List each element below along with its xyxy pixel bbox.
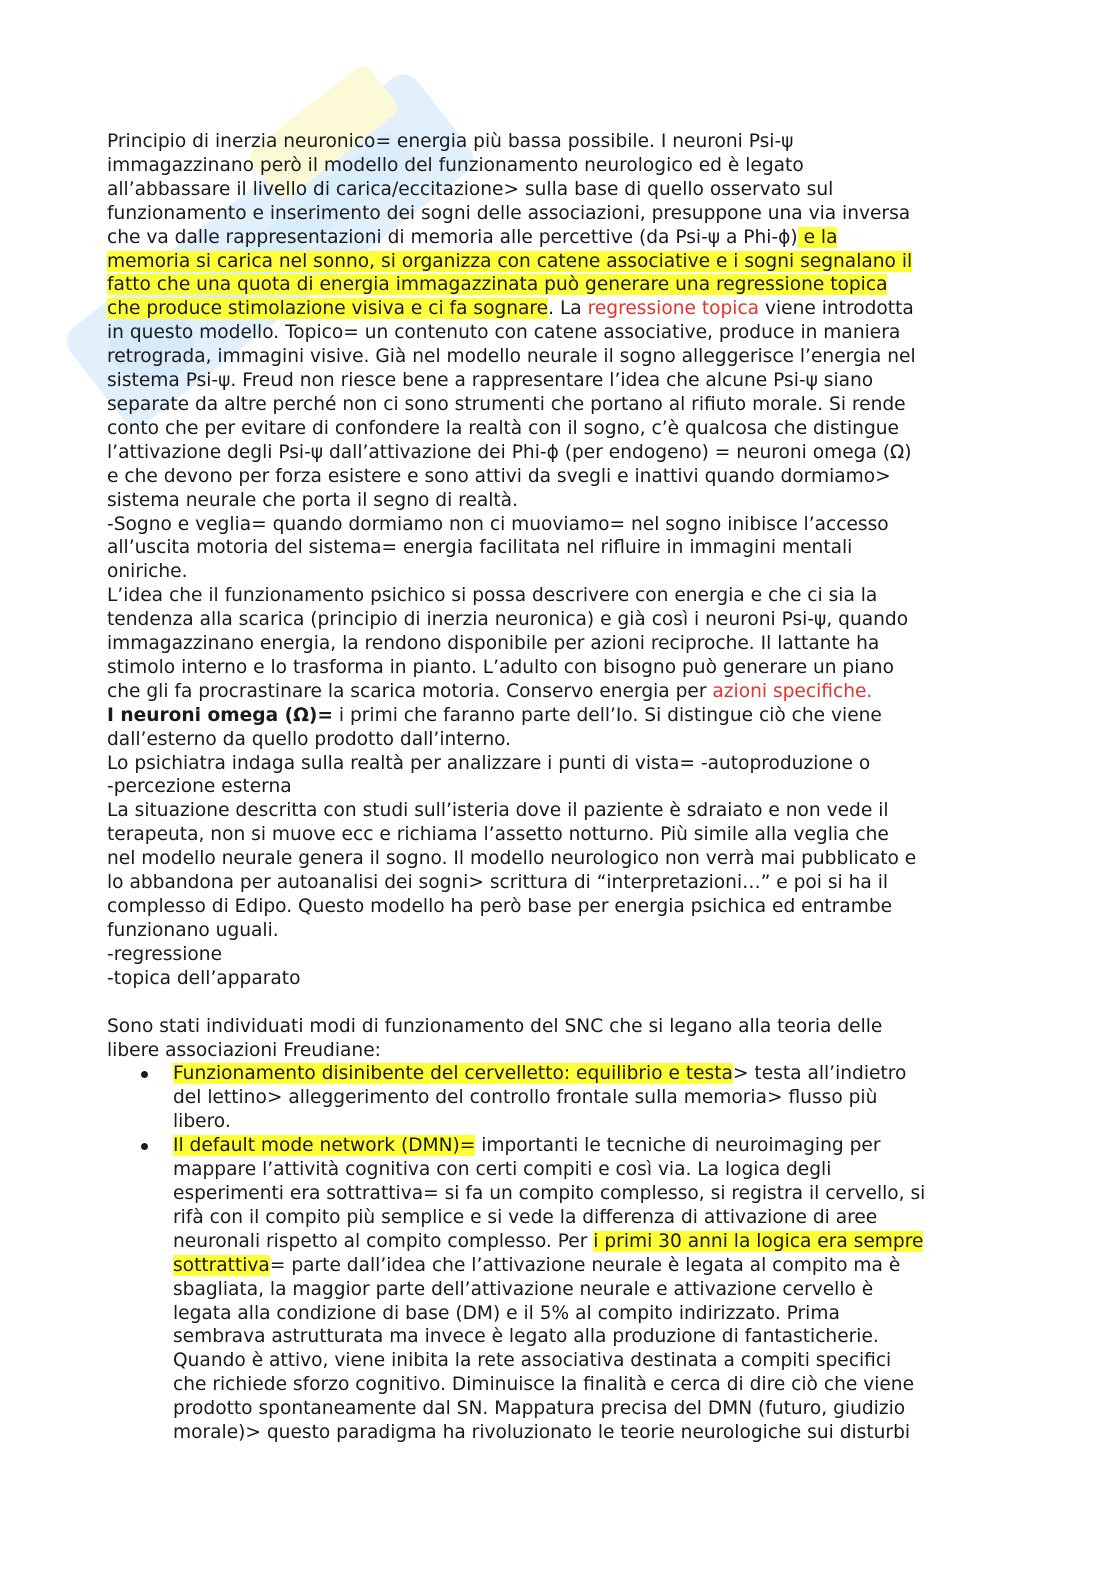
text-line: e che devono per forza esistere e sono attivi da svegli e inattivi quando dormiamo>	[107, 465, 891, 487]
text-line	[107, 297, 1007, 321]
text-line: La situazione descritta con studi sull’isteria dove il paziente è sdraiato e non vede il	[107, 800, 889, 822]
highlighted-text: che produce stimolazione visiva e ci fa sognare	[107, 298, 549, 320]
text-line: sistema neurale che porta il segno di realtà.	[107, 489, 518, 511]
text-line: rifà con il compito più semplice e si vede la differenza di attivazione di aree	[173, 1206, 878, 1228]
text-line: esperimenti era sottrattiva= si fa un compito complesso, si registra il cervello, si	[173, 1182, 926, 1204]
text-line: legata alla condizione di base (DM) e il 5% al compito indirizzato. Prima	[173, 1302, 840, 1324]
document-body	[107, 130, 1007, 1445]
text-line: terapeuta, non si muove ecc e richiama l’assetto notturno. Più simile alla veglia che	[107, 824, 889, 846]
highlighted-text: memoria si carica nel sonno, si organizza con catene associative e i sogni segnalano il	[107, 250, 913, 272]
text-line	[173, 1134, 1007, 1158]
text-span: che va dalle rappresentazioni di memoria alle percettive (da Psi-ψ a Phi-ϕ)	[107, 226, 798, 248]
text-line	[173, 1062, 1007, 1086]
text-span: neuronali rispetto al compito complesso. Per	[173, 1230, 594, 1252]
red-term: regressione topica	[587, 298, 760, 320]
text-span: = parte dall’idea che l’attivazione neurale è legata al compito ma è	[269, 1254, 901, 1276]
highlighted-text: Funzionamento disinibente del cervelletto: equilibrio e testa	[173, 1063, 733, 1085]
text-line: che richiede sforzo cognitivo. Diminuisce la finalità e cerca di dire ciò che viene	[173, 1374, 915, 1396]
text-line: morale)> questo paradigma ha rivoluzionato le teorie neurologiche sui disturbi	[173, 1422, 911, 1444]
text-line	[173, 1230, 1007, 1254]
text-line: mappare l’attività cognitiva con certi compiti e così via. La logica degli	[173, 1159, 832, 1181]
text-line	[107, 273, 1007, 297]
text-line: nel modello neurale genera il sogno. Il modello neurologico non verrà mai pubblicato e	[107, 848, 917, 870]
text-span: i primi che faranno parte dell’Io. Si distingue ciò che viene	[332, 704, 882, 726]
text-line: l’attivazione degli Psi-ψ dall’attivazione dei Phi-ϕ (per endogeno) = neuroni omega (Ω)	[107, 441, 912, 463]
text-line: -Sogno e veglia= quando dormiamo non ci muoviamo= nel sogno inibisce l’accesso	[107, 513, 889, 535]
highlighted-text: e la	[797, 226, 838, 248]
text-line: Quando è attivo, viene inibita la rete associativa destinata a compiti specifici	[173, 1350, 892, 1372]
paragraph-gap	[107, 991, 1007, 1015]
text-line: libere associazioni Freudiane:	[107, 1039, 381, 1061]
text-line: funzionano uguali.	[107, 919, 279, 941]
text-line: immagazzinano però il modello del funzionamento neurologico ed è legato	[107, 154, 804, 176]
text-line: -regressione	[107, 943, 223, 965]
text-span: . La	[548, 298, 588, 320]
text-line	[107, 250, 1007, 274]
text-line: oniriche.	[107, 561, 188, 583]
text-line: Sono stati individuati modi di funzionamento del SNC che si legano alla teoria delle	[107, 1015, 883, 1037]
text-line: tendenza alla scarica (principio di inerzia neuronica) e già così i neuroni Psi-ψ, quando	[107, 609, 909, 631]
text-line: L’idea che il funzionamento psichico si possa descrivere con energia e che ci sia la	[107, 585, 878, 607]
text-line: immagazzinano energia, la rendono disponibile per azioni reciproche. Il lattante ha	[107, 633, 880, 655]
text-line: stimolo interno e lo trasforma in pianto. L’adulto con bisogno può generare un piano	[107, 656, 894, 678]
text-line: lo abbandona per autoanalisi dei sogni> scrittura di “interpretazioni…” e poi si ha il	[107, 872, 889, 894]
text-span: viene introdotta	[759, 298, 914, 320]
text-line: prodotto spontaneamente dal SN. Mappatura precisa del DMN (futuro, giudizio	[173, 1398, 906, 1420]
highlighted-text: sottrattiva	[173, 1254, 270, 1276]
bullet-list	[107, 1062, 1007, 1445]
text-line: -topica dell’apparato	[107, 967, 301, 989]
text-line	[173, 1254, 1007, 1278]
text-span: importanti le tecniche di neuroimaging per	[475, 1135, 881, 1157]
highlighted-text: Il default mode network (DMN)=	[173, 1135, 476, 1157]
text-line	[107, 226, 1007, 250]
text-line: Principio di inerzia neuronico= energia più bassa possibile. I neuroni Psi-ψ	[107, 131, 794, 152]
text-line	[107, 680, 1007, 704]
text-line: complesso di Edipo. Questo modello ha però base per energia psichica ed entrambe	[107, 896, 893, 917]
list-item	[107, 1134, 1007, 1445]
text-line: sistema Psi-ψ. Freud non riesce bene a rappresentare l’idea che alcune Psi-ψ siano	[107, 370, 874, 392]
text-line: funzionamento e inserimento dei sogni delle associazioni, presuppone una via inversa	[107, 202, 911, 224]
text-line: dall’esterno da quello prodotto dall’interno.	[107, 728, 512, 750]
text-line: del lettino> alleggerimento del controllo frontale sulla memoria> flusso più	[173, 1087, 878, 1109]
text-line: retrograda, immagini visive. Già nel modello neurale il sogno alleggerisce l’energia nel	[107, 346, 916, 368]
text-line: sbagliata, la maggior parte dell’attivazione neurale e attivazione cervello è	[173, 1278, 874, 1300]
text-line: in questo modello. Topico= un contenuto con catene associative, produce in maniera	[107, 322, 901, 344]
text-line: -percezione esterna	[107, 776, 292, 798]
text-span: che gli fa procrastinare la scarica motoria. Conservo energia per	[107, 680, 713, 702]
text-line: all’uscita motoria del sistema= energia facilitata nel rifluire in immagini mentali	[107, 537, 853, 559]
highlighted-text: fatto che una quota di energia immagazzinata può generare una regressione topica	[107, 274, 888, 296]
text-line: libero.	[173, 1111, 231, 1133]
red-term: azioni specifiche.	[712, 680, 873, 702]
text-line: all’abbassare il livello di carica/eccitazione> sulla base di quello osservato sul	[107, 178, 834, 200]
text-line: Lo psichiatra indaga sulla realtà per analizzare i punti di vista= -autoproduzione o	[107, 752, 871, 774]
text-span: > testa all’indietro	[732, 1063, 907, 1085]
list-item	[107, 1062, 1007, 1134]
text-line: separate da altre perché non ci sono strumenti che portano al rifiuto morale. Si rende	[107, 393, 906, 415]
highlighted-text: i primi 30 anni la logica era sempre	[593, 1230, 924, 1252]
bold-term: I neuroni omega (Ω)=	[107, 704, 333, 726]
text-line: sembrava astrutturata ma invece è legato alla produzione di fantasticherie.	[173, 1326, 879, 1348]
text-line	[107, 704, 1007, 728]
text-line: conto che per evitare di confondere la realtà con il sogno, c’è qualcosa che distingue	[107, 417, 899, 439]
